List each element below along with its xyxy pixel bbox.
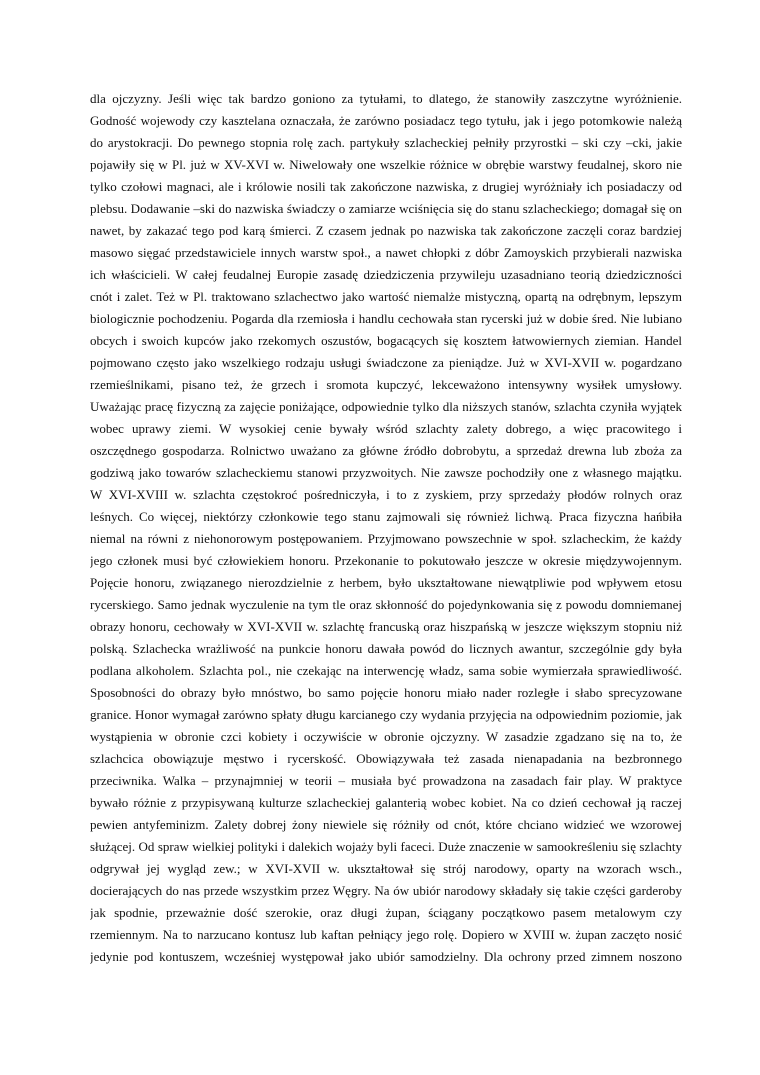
- text-line: godziwą jako towarów szlacheckiemu stanowi przyzwoitych. Nie zawsze pochodziły one z własnego majątku.: [90, 465, 682, 480]
- text-line: pojawiły się w Pl. już w XV-XVI w. Niwelowały one wszelkie różnice w obrębie warstwy feudalnej, skoro nie: [90, 157, 682, 172]
- text-line: jak spodnie, przeważnie dość szerokie, oraz długi żupan, ściągany początkowo pasem metalowym czy: [90, 905, 682, 920]
- text-line: szlachcica obowiązuje męstwo i rycerskość. Obowiązywała też zasada nienapadania na bezbronnego: [90, 751, 682, 766]
- text-line: rycerskiego. Samo jednak wyczulenie na tym tle oraz skłonność do pojedynkowania się z powodu domniemanej: [90, 597, 682, 612]
- text-line: polską. Szlachecka wrażliwość na punkcie honoru dawała powód do licznych awantur, szczególnie gdy była: [90, 641, 682, 656]
- text-line: tylko czołowi magnaci, ale i królowie nosili tak zakończone nazwiska, z drugiej wyróżniały ich posiadaczy od: [90, 179, 682, 194]
- text-line: podlana alkoholem. Szlachta pol., nie czekając na interwencję władz, sama sobie wymierzała sprawiedliwość.: [90, 663, 682, 678]
- text-line: jego członek musi być człowiekiem honoru. Przekonanie to pokutowało jeszcze w okresie międzywojennym.: [90, 553, 682, 568]
- body-text: [90, 88, 682, 968]
- text-line: granice. Honor wymagał zarówno spłaty długu karcianego czy wydania przyjęcia na odpowiednim poziomie, jak: [90, 707, 682, 722]
- text-line: jedynie pod kontuszem, wcześniej występował jako ubiór samodzielny. Dla ochrony przed zimnem noszono: [90, 949, 682, 964]
- text-line: wobec uprawy ziemi. W wysokiej cenie bywały wśród szlachty zalety dobrego, a więc pracowitego i: [90, 421, 682, 436]
- text-line: obrazy honoru, cechowały w XVI-XVII w. szlachtę francuską oraz hiszpańską w jeszcze większym stopniu niż: [90, 619, 682, 634]
- text-line: W XVI-XVIII w. szlachta częstokroć pośredniczyła, i to z zyskiem, przy sprzedaży płodów rolnych oraz: [90, 487, 682, 502]
- text-line: Uważając pracę fizyczną za zajęcie poniżające, odpowiednie tylko dla niższych stanów, szlachta czyniła wyjątek: [90, 399, 682, 414]
- text-line: pojmowano często jako wszelkiego rodzaju usługi świadczone za pieniądze. Już w XVI-XVII w. pogardzano: [90, 355, 682, 370]
- text-line: Godność wojewody czy kasztelana oznaczała, że zarówno posiadacz tego tytułu, jak i jego potomkowie należą: [90, 113, 682, 128]
- text-line: niemal na równi z niehonorowym postępowaniem. Przyjmowano powszechnie w społ. szlacheckim, że każdy: [90, 531, 682, 546]
- text-line: rzemieślnikami, pisano też, że grzech i sromota kupczyć, lekceważono intensywny wysiłek umysłowy.: [90, 377, 682, 392]
- text-line: Pojęcie honoru, związanego nierozdzielnie z herbem, było ukształtowane niewątpliwie pod wpływem etosu: [90, 575, 682, 590]
- text-line: dla ojczyzny. Jeśli więc tak bardzo goniono za tytułami, to dlatego, że stanowiły zaszczytne wyróżnienie.: [90, 91, 682, 106]
- text-line: przeciwnika. Walka – przynajmniej w teorii – musiała być prowadzona na zasadach fair play. W praktyce: [90, 773, 682, 788]
- text-line: bywało różnie z przypisywaną kulturze szlacheckiej galanterią wobec kobiet. Na co dzień cechował ją raczej: [90, 795, 682, 810]
- text-line: do arystokracji. Do pewnego stopnia rolę zach. partykuły szlacheckiej pełniły przyrostki – ski czy –cki, jakie: [90, 135, 682, 150]
- text-line: służącej. Od spraw wielkiej polityki i dalekich wojaży byli faceci. Duże znaczenie w samookreśleniu się szlachty: [90, 839, 682, 854]
- text-line: pewien antyfeminizm. Zalety dobrej żony niewiele się różniły od cnót, które chciano widzieć we wzorowej: [90, 817, 682, 832]
- text-line: Sposobności do obrazy było mnóstwo, bo samo pojęcie honoru miało nader rozległe i słabo sprecyzowane: [90, 685, 682, 700]
- text-line: plebsu. Dodawanie –ski do nazwiska świadczy o zamiarze wciśnięcia się do stanu szlacheckiego; domagał się on: [90, 201, 682, 216]
- text-line: ich właścicieli. W całej feudalnej Europie zasadę dziedziczenia przywileju uzasadniano teorią dziedziczności: [90, 267, 682, 282]
- text-line: obcych i swoich kupców jako rzekomych oszustów, bogacących się kosztem łatwowiernych ziemian. Handel: [90, 333, 682, 348]
- text-line: oszczędnego gospodarza. Rolnictwo uważano za główne źródło dobrobytu, a sprzedaż drewna lub zboża za: [90, 443, 682, 458]
- text-line: nawet, by zakazać tego pod karą śmierci. Z czasem jednak po nazwiska tak zakończone zaczęli coraz bardziej: [90, 223, 682, 238]
- text-line: biologicznie pochodzeniu. Pogarda dla rzemiosła i handlu cechowała stan rycerski już w dobie śred. Nie lubiano: [90, 311, 682, 326]
- text-line: odgrywał jej wygląd zew.; w XVI-XVII w. ukształtował się strój narodowy, oparty na wzorach wsch.,: [90, 861, 682, 876]
- text-line: cnót i zalet. Też w Pl. traktowano szlachectwo jako wartość niemalże mistyczną, opartą na odrębnym, lepszym: [90, 289, 682, 304]
- text-line: wystąpienia w obronie czci kobiety i oczywiście w obronie ojczyzny. W zasadzie zgadzano się na to, że: [90, 729, 682, 744]
- text-line: docierających do nas przede wszystkim przez Węgry. Na ów ubiór narodowy składały się takie części garderoby: [90, 883, 682, 898]
- text-line: masowo sięgać przedstawiciele innych warstw społ., a nawet chłopki z dóbr Zamoyskich przybierali nazwiska: [90, 245, 682, 260]
- text-line: leśnych. Co więcej, niektórzy członkowie tego stanu zajmowali się również lichwą. Praca fizyczna hańbiła: [90, 509, 682, 524]
- text-line: rzemiennym. Na to narzucano kontusz lub kaftan pełniący jego rolę. Dopiero w XVIII w. żupan zaczęto nosić: [90, 927, 682, 942]
